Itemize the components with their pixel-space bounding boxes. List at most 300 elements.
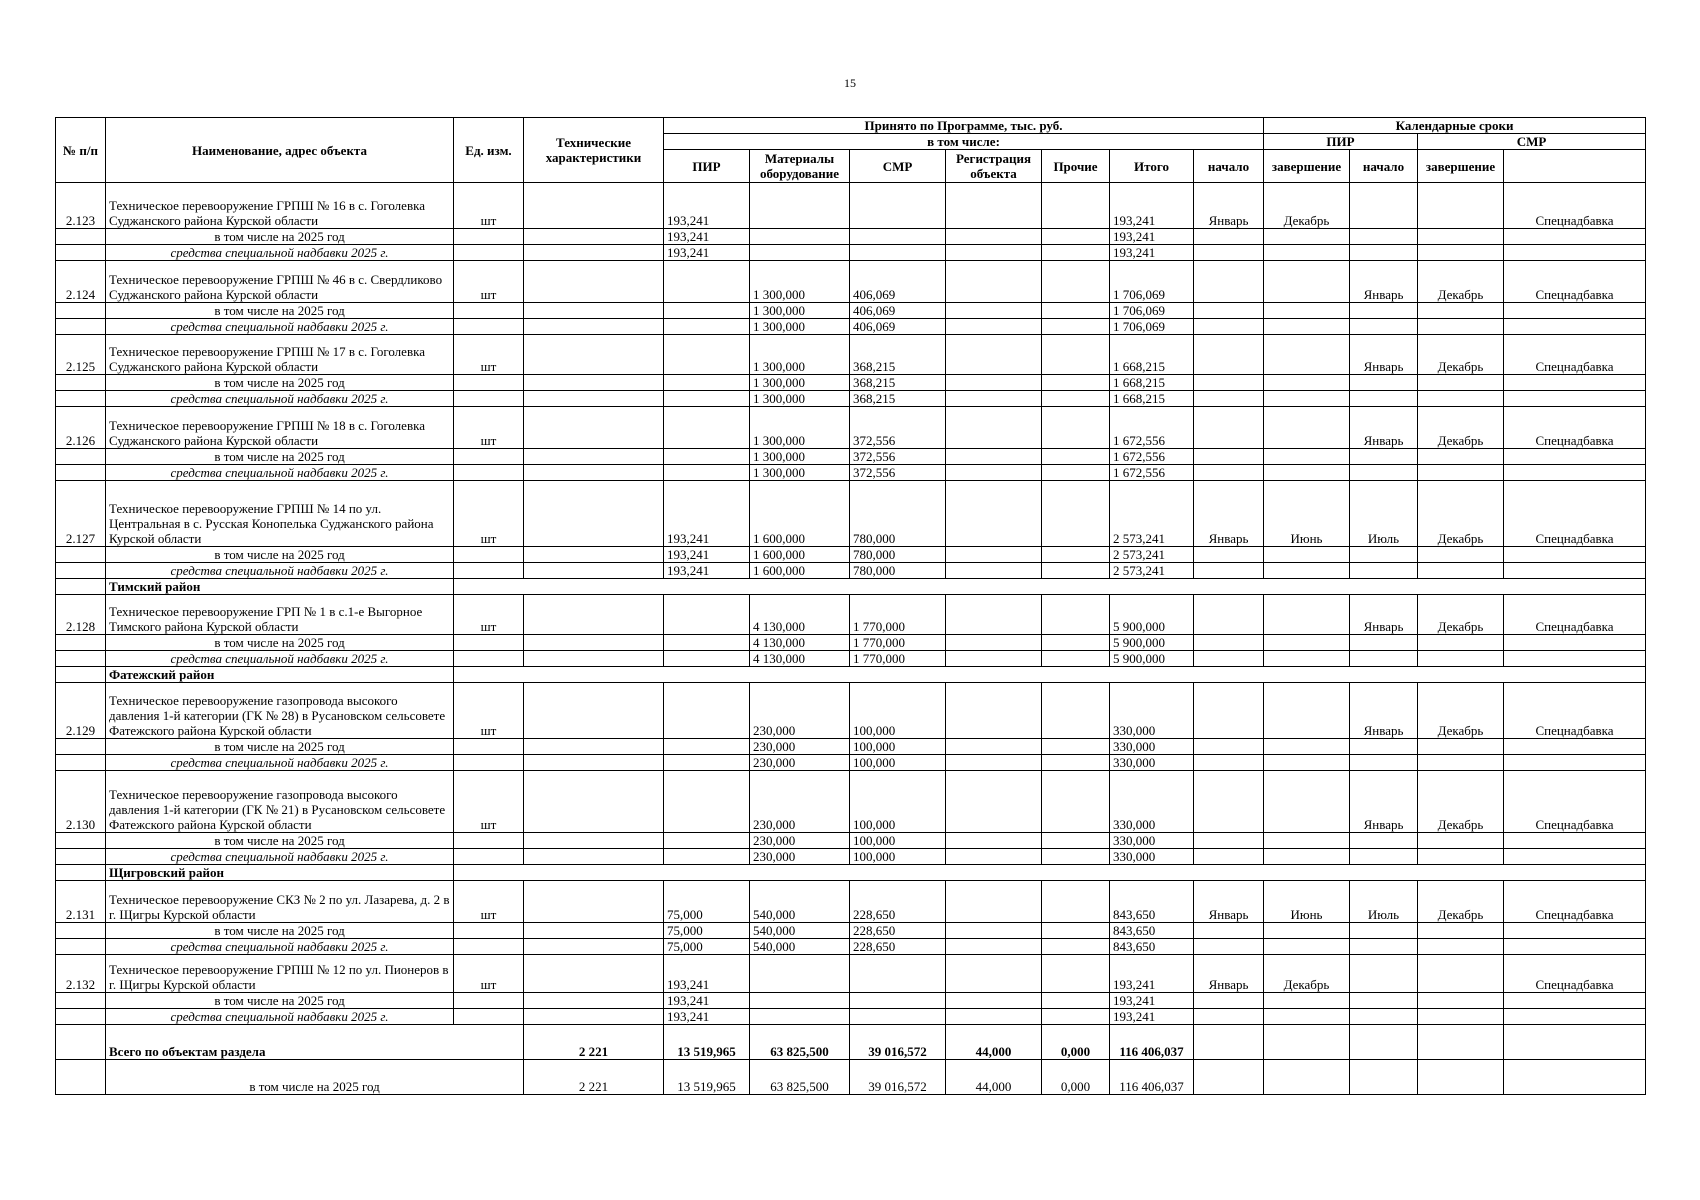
pir-value: [664, 319, 750, 335]
materials-value: 4 130,000: [750, 595, 850, 635]
table-row: [56, 881, 1646, 923]
other-value: [1042, 683, 1110, 739]
unit: [454, 465, 524, 481]
total-value: 330,000: [1110, 739, 1194, 755]
row-number: [56, 635, 106, 651]
subrow-label-2025: в том числе на 2025 год: [106, 547, 454, 563]
smr-finish: [1418, 955, 1504, 993]
other-value: [1042, 245, 1110, 261]
totals-registration: 44,000: [946, 1060, 1042, 1095]
pir-finish: [1264, 683, 1350, 739]
empty-cell: [1504, 449, 1646, 465]
tech-spec: [524, 833, 664, 849]
registration-value: [946, 375, 1042, 391]
pir-value: 193,241: [664, 229, 750, 245]
pir-start: [1194, 407, 1264, 449]
row-number: [56, 465, 106, 481]
header-smr: СМР: [850, 150, 946, 183]
tech-spec: [524, 319, 664, 335]
object-name: Техническое перевооружение ГРПШ № 14 по ул. Центральная в с. Русская Конопелька Суджанского района Курской области: [106, 481, 454, 547]
smr-value: 780,000: [850, 547, 946, 563]
materials-value: 540,000: [750, 923, 850, 939]
empty-cell: [1194, 563, 1264, 579]
header-pir-finish: завершение: [1264, 150, 1350, 183]
empty-cell: [1504, 635, 1646, 651]
other-value: [1042, 635, 1110, 651]
funding-source: Спецнадбавка: [1504, 335, 1646, 375]
table-row: [56, 667, 1646, 683]
empty-cell: [1418, 1009, 1504, 1025]
other-value: [1042, 923, 1110, 939]
unit: [454, 319, 524, 335]
empty-cell: [1264, 319, 1350, 335]
other-value: [1042, 1009, 1110, 1025]
empty-cell: [1350, 465, 1418, 481]
row-number: [56, 865, 106, 881]
object-name: Техническое перевооружение ГРПШ № 18 в с. Гоголевка Суджанского района Курской области: [106, 407, 454, 449]
pir-start: [1194, 335, 1264, 375]
registration-value: [946, 833, 1042, 849]
table-row: [56, 465, 1646, 481]
materials-value: 540,000: [750, 881, 850, 923]
unit: шт: [454, 183, 524, 229]
table-row: [56, 755, 1646, 771]
table-row: [56, 833, 1646, 849]
header-tech: Технические характеристики: [524, 118, 664, 183]
smr-value: 368,215: [850, 391, 946, 407]
smr-start: Январь: [1350, 771, 1418, 833]
table-row: [56, 635, 1646, 651]
empty-cell: [1194, 449, 1264, 465]
smr-value: 406,069: [850, 303, 946, 319]
total-value: 5 900,000: [1110, 635, 1194, 651]
row-number: 2.131: [56, 881, 106, 923]
pir-value: 75,000: [664, 881, 750, 923]
other-value: [1042, 449, 1110, 465]
empty-cell: [1194, 651, 1264, 667]
registration-value: [946, 229, 1042, 245]
totals-materials: 63 825,500: [750, 1025, 850, 1060]
total-value: 193,241: [1110, 955, 1194, 993]
pir-value: [664, 683, 750, 739]
materials-value: 1 300,000: [750, 391, 850, 407]
empty-cell: [1418, 739, 1504, 755]
other-value: [1042, 229, 1110, 245]
pir-value: 193,241: [664, 547, 750, 563]
totals-tech: 2 221: [524, 1060, 664, 1095]
object-name: Техническое перевооружение газопровода высокого давления 1-й категории (ГК № 28) в Русановском сельсовете Фатежского района Курской области: [106, 683, 454, 739]
empty-cell: [1418, 755, 1504, 771]
totals-label: в том числе на 2025 год: [106, 1060, 524, 1095]
tech-spec: [524, 1009, 664, 1025]
empty-cell: [1194, 635, 1264, 651]
subrow-label-special: средства специальной надбавки 2025 г.: [106, 1009, 454, 1025]
header-cal-smr: СМР: [1418, 134, 1646, 150]
pir-value: [664, 595, 750, 635]
unit: шт: [454, 261, 524, 303]
materials-value: [750, 1009, 850, 1025]
empty-cell: [1194, 1009, 1264, 1025]
subrow-label-2025: в том числе на 2025 год: [106, 993, 454, 1009]
table-body: [56, 183, 1646, 1095]
other-value: [1042, 465, 1110, 481]
empty-cell: [1350, 245, 1418, 261]
registration-value: [946, 563, 1042, 579]
tech-spec: [524, 955, 664, 993]
table-row: [56, 183, 1646, 229]
program-table: [55, 117, 1646, 1095]
smr-value: 372,556: [850, 449, 946, 465]
row-number: [56, 833, 106, 849]
pir-start: [1194, 595, 1264, 635]
materials-value: 1 300,000: [750, 261, 850, 303]
empty-cell: [1350, 923, 1418, 939]
total-value: 1 668,215: [1110, 391, 1194, 407]
empty-cell: [1504, 375, 1646, 391]
subrow-label-2025: в том числе на 2025 год: [106, 833, 454, 849]
row-number: [56, 391, 106, 407]
total-value: 330,000: [1110, 833, 1194, 849]
smr-value: 228,650: [850, 881, 946, 923]
row-number: [56, 939, 106, 955]
district-heading: Щигровский район: [106, 865, 454, 881]
unit: [454, 303, 524, 319]
smr-value: [850, 229, 946, 245]
empty-cell: [1264, 635, 1350, 651]
subrow-label-special: средства специальной надбавки 2025 г.: [106, 319, 454, 335]
unit: [454, 375, 524, 391]
registration-value: [946, 407, 1042, 449]
pir-start: [1194, 771, 1264, 833]
empty-cell: [1264, 1060, 1350, 1095]
materials-value: 230,000: [750, 683, 850, 739]
empty-cell: [1504, 547, 1646, 563]
registration-value: [946, 771, 1042, 833]
materials-value: 1 600,000: [750, 547, 850, 563]
empty-cell: [1264, 245, 1350, 261]
subrow-label-2025: в том числе на 2025 год: [106, 449, 454, 465]
registration-value: [946, 651, 1042, 667]
materials-value: 1 300,000: [750, 303, 850, 319]
pir-value: [664, 635, 750, 651]
subrow-label-special: средства специальной надбавки 2025 г.: [106, 465, 454, 481]
materials-value: 4 130,000: [750, 635, 850, 651]
smr-finish: Декабрь: [1418, 683, 1504, 739]
unit: [454, 563, 524, 579]
other-value: [1042, 335, 1110, 375]
empty-cell: [1504, 319, 1646, 335]
pir-finish: Декабрь: [1264, 183, 1350, 229]
unit: шт: [454, 481, 524, 547]
empty-cell: [1504, 303, 1646, 319]
empty-cell: [454, 667, 1646, 683]
smr-value: 100,000: [850, 755, 946, 771]
totals-smr: 39 016,572: [850, 1025, 946, 1060]
registration-value: [946, 755, 1042, 771]
table-row: [56, 375, 1646, 391]
smr-finish: Декабрь: [1418, 261, 1504, 303]
pir-value: [664, 755, 750, 771]
empty-cell: [1418, 563, 1504, 579]
other-value: [1042, 261, 1110, 303]
smr-value: 1 770,000: [850, 635, 946, 651]
empty-cell: [1504, 651, 1646, 667]
funding-source: Спецнадбавка: [1504, 955, 1646, 993]
totals-row: [56, 1060, 1646, 1095]
smr-start: Январь: [1350, 407, 1418, 449]
other-value: [1042, 881, 1110, 923]
funding-source: Спецнадбавка: [1504, 183, 1646, 229]
empty-cell: [1418, 939, 1504, 955]
total-value: 1 672,556: [1110, 449, 1194, 465]
pir-value: [664, 771, 750, 833]
row-number: [56, 245, 106, 261]
empty-cell: [1194, 375, 1264, 391]
row-number: 2.128: [56, 595, 106, 635]
other-value: [1042, 481, 1110, 547]
registration-value: [946, 939, 1042, 955]
materials-value: [750, 955, 850, 993]
pir-value: 193,241: [664, 955, 750, 993]
totals-tech: 2 221: [524, 1025, 664, 1060]
empty-cell: [1418, 229, 1504, 245]
registration-value: [946, 547, 1042, 563]
pir-value: [664, 465, 750, 481]
tech-spec: [524, 881, 664, 923]
subrow-label-2025: в том числе на 2025 год: [106, 635, 454, 651]
tech-spec: [524, 939, 664, 955]
other-value: [1042, 739, 1110, 755]
table-row: [56, 955, 1646, 993]
smr-value: 368,215: [850, 335, 946, 375]
row-number: 2.127: [56, 481, 106, 547]
empty-cell: [454, 579, 1646, 595]
row-number: [56, 1060, 106, 1095]
empty-cell: [1504, 923, 1646, 939]
empty-cell: [1264, 923, 1350, 939]
smr-value: 100,000: [850, 771, 946, 833]
smr-value: 100,000: [850, 683, 946, 739]
other-value: [1042, 755, 1110, 771]
total-value: 193,241: [1110, 183, 1194, 229]
table-row: [56, 449, 1646, 465]
other-value: [1042, 319, 1110, 335]
registration-value: [946, 303, 1042, 319]
unit: шт: [454, 683, 524, 739]
header-smr-finish: завершение: [1418, 150, 1504, 183]
empty-cell: [1350, 229, 1418, 245]
funding-source: Спецнадбавка: [1504, 683, 1646, 739]
registration-value: [946, 881, 1042, 923]
empty-cell: [1418, 993, 1504, 1009]
total-value: 193,241: [1110, 245, 1194, 261]
unit: [454, 449, 524, 465]
header-other: Прочие: [1042, 150, 1110, 183]
totals-other: 0,000: [1042, 1025, 1110, 1060]
empty-cell: [1504, 833, 1646, 849]
totals-row: [56, 1025, 1646, 1060]
table-row: [56, 261, 1646, 303]
pir-value: [664, 335, 750, 375]
empty-cell: [1350, 547, 1418, 563]
empty-cell: [1350, 391, 1418, 407]
table-row: [56, 651, 1646, 667]
funding-source: Спецнадбавка: [1504, 881, 1646, 923]
row-number: 2.132: [56, 955, 106, 993]
empty-cell: [1194, 465, 1264, 481]
registration-value: [946, 481, 1042, 547]
tech-spec: [524, 563, 664, 579]
smr-value: 372,556: [850, 465, 946, 481]
smr-value: 100,000: [850, 739, 946, 755]
smr-value: 372,556: [850, 407, 946, 449]
table-row: [56, 319, 1646, 335]
smr-finish: Декабрь: [1418, 771, 1504, 833]
object-name: Техническое перевооружение газопровода высокого давления 1-й категории (ГК № 21) в Русановском сельсовете Фатежского района Курской области: [106, 771, 454, 833]
empty-cell: [1504, 391, 1646, 407]
empty-cell: [1418, 923, 1504, 939]
tech-spec: [524, 683, 664, 739]
smr-finish: Декабрь: [1418, 595, 1504, 635]
smr-value: [850, 955, 946, 993]
smr-value: 780,000: [850, 481, 946, 547]
total-value: 843,650: [1110, 923, 1194, 939]
row-number: [56, 229, 106, 245]
unit: [454, 849, 524, 865]
totals-smr: 39 016,572: [850, 1060, 946, 1095]
materials-value: 230,000: [750, 771, 850, 833]
other-value: [1042, 595, 1110, 635]
table-row: [56, 579, 1646, 595]
unit: [454, 651, 524, 667]
subrow-label-special: средства специальной надбавки 2025 г.: [106, 245, 454, 261]
other-value: [1042, 407, 1110, 449]
empty-cell: [1418, 465, 1504, 481]
materials-value: 230,000: [750, 849, 850, 865]
unit: [454, 739, 524, 755]
smr-value: 406,069: [850, 261, 946, 303]
empty-cell: [1264, 547, 1350, 563]
total-value: 843,650: [1110, 881, 1194, 923]
table-row: [56, 481, 1646, 547]
empty-cell: [1350, 635, 1418, 651]
empty-cell: [1350, 939, 1418, 955]
unit: [454, 755, 524, 771]
pir-value: 75,000: [664, 939, 750, 955]
unit: [454, 391, 524, 407]
registration-value: [946, 923, 1042, 939]
materials-value: 1 300,000: [750, 335, 850, 375]
empty-cell: [1194, 1060, 1264, 1095]
smr-value: 368,215: [850, 375, 946, 391]
empty-cell: [1504, 563, 1646, 579]
tech-spec: [524, 547, 664, 563]
unit: шт: [454, 335, 524, 375]
materials-value: 1 300,000: [750, 465, 850, 481]
unit: [454, 939, 524, 955]
empty-cell: [1504, 465, 1646, 481]
table-row: [56, 1009, 1646, 1025]
row-number: [56, 739, 106, 755]
registration-value: [946, 739, 1042, 755]
row-number: 2.126: [56, 407, 106, 449]
empty-cell: [1264, 755, 1350, 771]
row-number: 2.129: [56, 683, 106, 739]
smr-finish: [1418, 183, 1504, 229]
tech-spec: [524, 755, 664, 771]
empty-cell: [1418, 833, 1504, 849]
totals-other: 0,000: [1042, 1060, 1110, 1095]
unit: [454, 833, 524, 849]
tech-spec: [524, 771, 664, 833]
total-value: 2 573,241: [1110, 481, 1194, 547]
total-value: 330,000: [1110, 683, 1194, 739]
empty-cell: [1350, 1060, 1418, 1095]
pir-start: Январь: [1194, 183, 1264, 229]
tech-spec: [524, 651, 664, 667]
empty-cell: [1418, 635, 1504, 651]
subrow-label-2025: в том числе на 2025 год: [106, 375, 454, 391]
pir-value: [664, 391, 750, 407]
total-value: 843,650: [1110, 939, 1194, 955]
pir-start: Январь: [1194, 481, 1264, 547]
row-number: [56, 849, 106, 865]
subrow-label-special: средства специальной надбавки 2025 г.: [106, 651, 454, 667]
tech-spec: [524, 245, 664, 261]
table-row: [56, 547, 1646, 563]
smr-start: [1350, 183, 1418, 229]
smr-value: 228,650: [850, 939, 946, 955]
empty-cell: [1264, 651, 1350, 667]
materials-value: 1 600,000: [750, 481, 850, 547]
empty-cell: [1350, 375, 1418, 391]
pir-value: [664, 739, 750, 755]
funding-source: Спецнадбавка: [1504, 261, 1646, 303]
materials-value: 1 300,000: [750, 407, 850, 449]
materials-value: [750, 229, 850, 245]
empty-cell: [1504, 939, 1646, 955]
pir-value: [664, 651, 750, 667]
funding-source: Спецнадбавка: [1504, 407, 1646, 449]
object-name: Техническое перевооружение ГРПШ № 46 в с. Свердликово Суджанского района Курской области: [106, 261, 454, 303]
total-value: 193,241: [1110, 1009, 1194, 1025]
registration-value: [946, 245, 1042, 261]
tech-spec: [524, 739, 664, 755]
smr-value: 100,000: [850, 849, 946, 865]
registration-value: [946, 595, 1042, 635]
empty-cell: [1504, 1025, 1646, 1060]
header-including: в том числе:: [664, 134, 1264, 150]
empty-cell: [1264, 939, 1350, 955]
row-number: [56, 1009, 106, 1025]
empty-cell: [1504, 1060, 1646, 1095]
pir-value: 193,241: [664, 1009, 750, 1025]
registration-value: [946, 449, 1042, 465]
table-row: [56, 739, 1646, 755]
subrow-label-special: средства специальной надбавки 2025 г.: [106, 563, 454, 579]
tech-spec: [524, 391, 664, 407]
materials-value: 4 130,000: [750, 651, 850, 667]
empty-cell: [1264, 563, 1350, 579]
registration-value: [946, 465, 1042, 481]
registration-value: [946, 993, 1042, 1009]
pir-start: [1194, 261, 1264, 303]
smr-value: 100,000: [850, 833, 946, 849]
other-value: [1042, 651, 1110, 667]
total-value: 1 706,069: [1110, 303, 1194, 319]
empty-cell: [1194, 303, 1264, 319]
smr-value: 406,069: [850, 319, 946, 335]
